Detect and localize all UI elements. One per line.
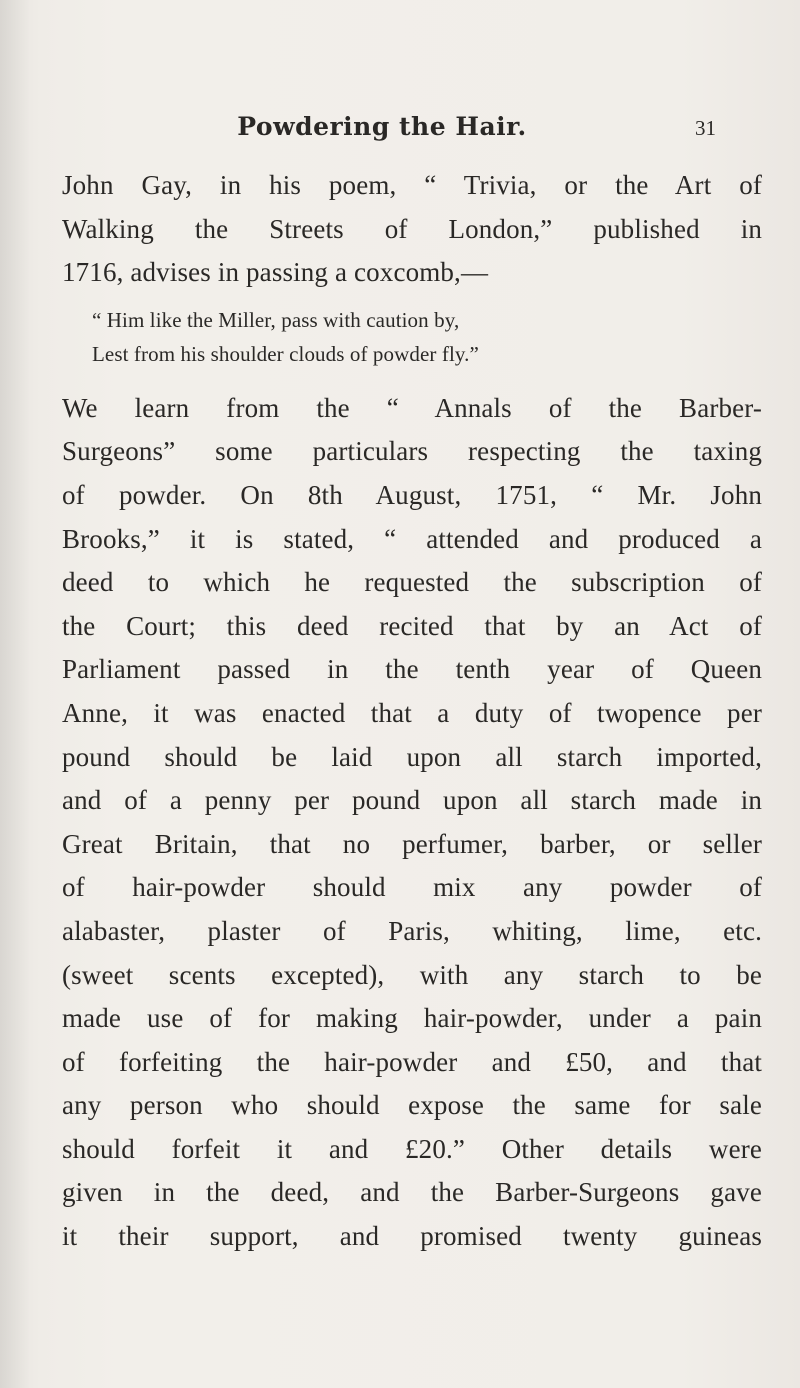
text-line: of forfeiting the hair-powder and £50, and that (62, 1046, 762, 1077)
verse-quotation (62, 303, 762, 371)
text-line: given in the deed, and the Barber-Surgeons gave (62, 1177, 762, 1208)
text-line: Anne, it was enacted that a duty of twopence per (62, 697, 762, 728)
text-line: any person who should expose the same for sale (62, 1090, 762, 1121)
text-line: and of a penny per pound upon all starch made in (62, 785, 762, 816)
quote-line: Lest from his shoulder clouds of powder fly.” (92, 341, 479, 366)
text-line: Walking the Streets of London,” published in (62, 213, 762, 244)
paragraph-2 (62, 387, 762, 1259)
running-head: Powdering the Hair. (237, 112, 527, 141)
text-line: of hair-powder should mix any powder of (62, 872, 762, 903)
text-line: of powder. On 8th August, 1751, “ Mr. John (62, 479, 762, 510)
text-line: 1716, advises in passing a coxcomb,— (62, 257, 489, 288)
text-line: the Court; this deed recited that by an Act of (62, 610, 762, 641)
text-line: Parliament passed in the tenth year of Queen (62, 654, 762, 685)
text-line: Great Britain, that no perfumer, barber, or seller (62, 828, 762, 859)
paragraph-1 (62, 164, 762, 295)
text-line: We learn from the “ Annals of the Barber- (62, 392, 762, 423)
text-line: (sweet scents excepted), with any starch to be (62, 959, 762, 990)
body-text (62, 164, 762, 1259)
page-header (0, 104, 800, 144)
page-number: 31 (695, 116, 716, 140)
text-line: Surgeons” some particulars respecting the taxing (62, 436, 762, 467)
text-line: deed to which he requested the subscription of (62, 567, 762, 598)
page-gutter-shadow (0, 0, 30, 1388)
text-line: John Gay, in his poem, “ Trivia, or the Art of (62, 170, 762, 200)
text-line: alabaster, plaster of Paris, whiting, lime, etc. (62, 915, 762, 946)
text-line: it their support, and promised twenty guineas (62, 1221, 762, 1252)
text-line: should forfeit it and £20.” Other details were (62, 1133, 762, 1164)
text-line: Brooks,” it is stated, “ attended and produced a (62, 523, 762, 554)
quote-line: “ Him like the Miller, pass with caution by, (92, 307, 460, 332)
text-line: made use of for making hair-powder, under a pain (62, 1003, 762, 1034)
text-line: pound should be laid upon all starch imported, (62, 741, 762, 772)
